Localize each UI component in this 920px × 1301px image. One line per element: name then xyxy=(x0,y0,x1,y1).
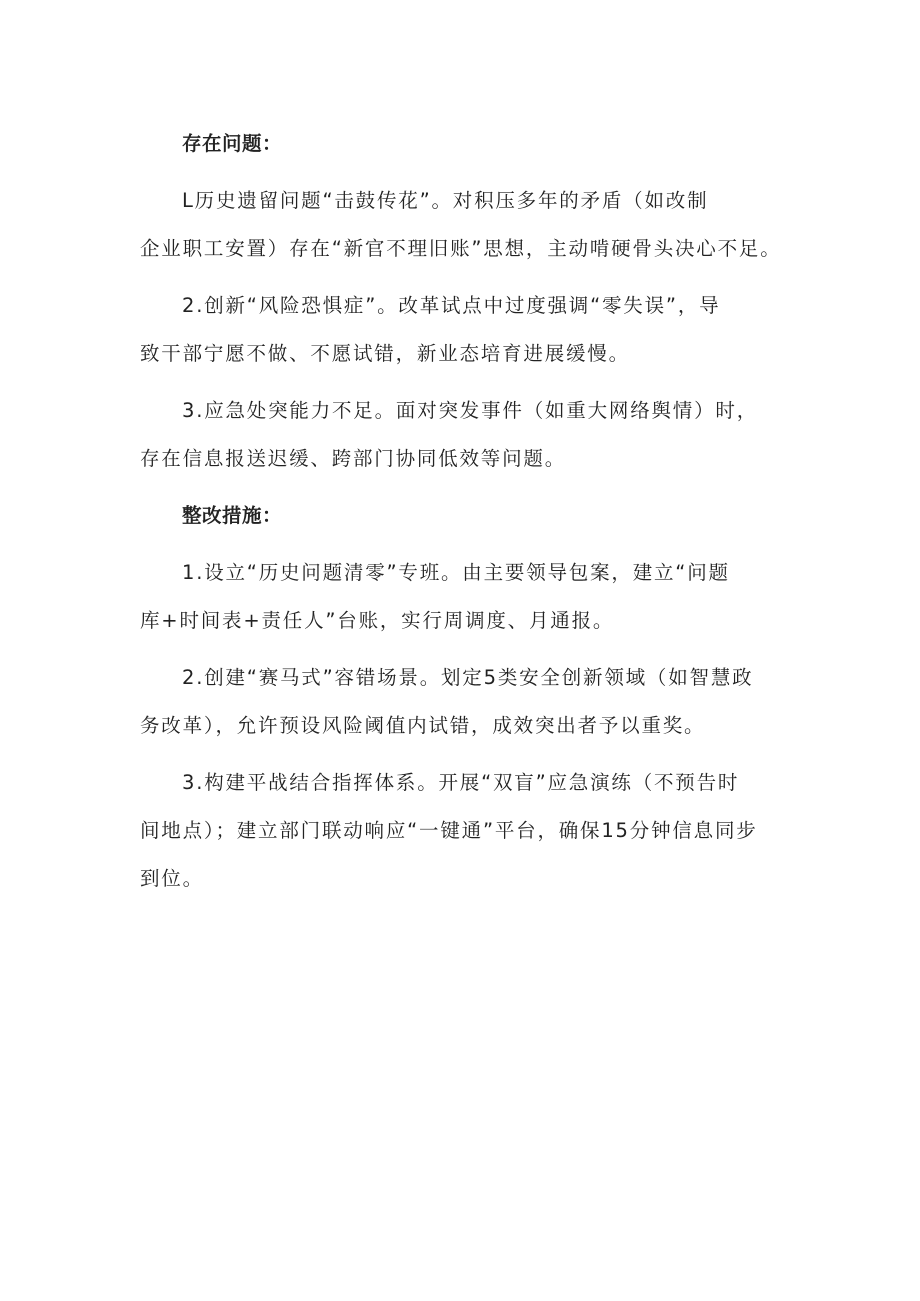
measure-item-3 xyxy=(140,759,790,903)
paragraph-line: 2.创新“风险恐惧症”。改革试点中过度强调“零失误”，导 xyxy=(182,294,721,317)
paragraph-line: 3.构建平战结合指挥体系。开展“双盲”应急演练（不预告时 xyxy=(182,771,740,794)
paragraph-line: 库+时间表+责任人”台账，实行周调度、月通报。 xyxy=(140,609,615,632)
document-body xyxy=(140,120,790,903)
paragraph-line: 存在信息报送迟缓、跨部门协同低效等问题。 xyxy=(140,447,567,470)
paragraph-line: 间地点）；建立部门联动响应“一键通”平台，确保15分钟信息同步 xyxy=(140,819,758,842)
measures-heading: 整改措施： xyxy=(182,504,283,527)
problem-item-2 xyxy=(140,282,790,378)
paragraph-line: L历史遗留问题“击鼓传花”。对积压多年的矛盾（如改制 xyxy=(182,189,709,212)
paragraph-line: 企业职工安置）存在“新官不理旧账”思想，主动啃硬骨头决心不足。 xyxy=(140,237,782,260)
problem-item-3 xyxy=(140,387,790,483)
paragraph-line: 务改革），允许预设风险阈值内试错，成效突出者予以重奖。 xyxy=(140,714,706,737)
paragraph-line: 2.创建“赛马式”容错场景。划定5类安全创新领域（如智慧政 xyxy=(182,666,754,689)
paragraph-line: 致干部宁愿不做、不愿试错，新业态培育进展缓慢。 xyxy=(140,342,630,365)
paragraph-line: 到位。 xyxy=(140,867,204,890)
paragraph-line: 1.设立“历史问题清零”专班。由主要领导包案，建立“问题 xyxy=(182,561,730,584)
paragraph-line: 3.应急处突能力不足。面对突发事件（如重大网络舆情）时， xyxy=(182,399,759,422)
problems-heading: 存在问题： xyxy=(182,132,283,155)
problem-item-1 xyxy=(140,177,790,273)
measure-item-1 xyxy=(140,549,790,645)
measure-item-2 xyxy=(140,654,790,750)
